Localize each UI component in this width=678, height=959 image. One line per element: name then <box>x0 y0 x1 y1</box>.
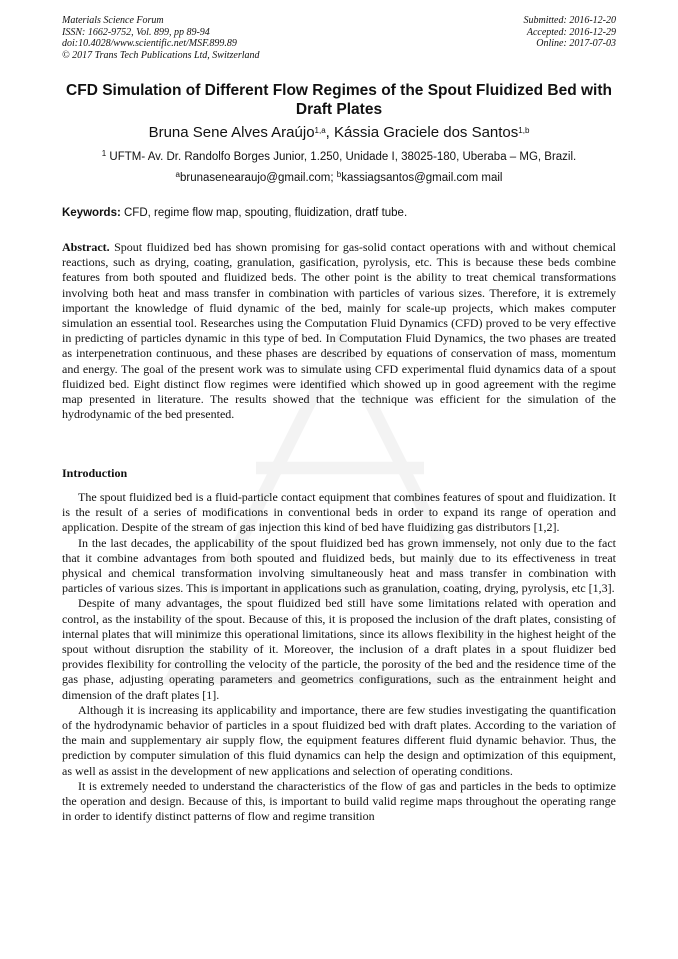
email-address: kassiagsantos@gmail.com mail <box>341 172 503 184</box>
issn-line: ISSN: 1662-9752, Vol. 899, pp 89-94 <box>62 26 210 38</box>
publication-dates <box>524 15 617 50</box>
accepted-date: Accepted: 2016-12-29 <box>526 26 616 38</box>
body-paragraph: Although it is increasing its applicability and importance, there are few studies investigating the quantification of the hydrodynamic behavior of particles in a spout fluidized bed with draft plates. According to the variation of the main and supplementary air supply flow, the equipment features different fluid dynamic behavior. Thus, the prediction by computer simulation of this fluid dynamics can help the design and optimization of this equipment, as well as assist in the development of new applications and selection of operating conditions. <box>62 702 616 778</box>
email-mark: b <box>336 170 342 179</box>
author-emails <box>62 171 616 185</box>
section-heading-introduction: Introduction <box>62 466 128 480</box>
affiliation-mark: 1 <box>101 149 107 158</box>
body-paragraph: The spout fluidized bed is a fluid-particle contact equipment that combines features of spout and fluidization. It is the result of a series of modifications in conventional beds in order to expand its range of operation and application. Despite of the stream of gas injection this kind of bed have fluidizing gas distributors [1,2]. <box>62 490 616 535</box>
body-paragraph: Despite of many advantages, the spout fluidized bed still have some limitations related with operation and control, as the instability of the spout. Because of this, it is proposed the inclusion of the draft plates, consisting of internal plates that will minimize this operational limitations, since its allows flexibility in the highest height of the spout without disruption the stability of it. Moreover, the inclusion of a draft plates in a spout fluidizer bed provides flexibility for controlling the velocity of the particle, the porosity of the bed and the residence time of the gas phase, adjusting operating parameters and geometrics configurations, such as the entrainment height and dimension of the draft plates [1]. <box>62 596 616 702</box>
author-affiliation-mark: 1,b <box>518 126 530 135</box>
email-mark: a <box>175 170 180 179</box>
introduction-section <box>62 490 616 824</box>
author-affiliation-mark: 1,a <box>314 126 326 135</box>
author-separator: , <box>325 124 335 141</box>
journal-info <box>62 15 260 61</box>
keywords-label: Keywords: <box>62 207 121 219</box>
keywords-text: CFD, regime flow map, spouting, fluidization, dratf tube. <box>120 207 408 219</box>
keywords <box>62 206 616 220</box>
submitted-date: Submitted: 2016-12-20 <box>523 15 616 26</box>
author-list <box>62 124 616 142</box>
doi-line: doi:10.4028/www.scientific.net/MSF.899.89 <box>62 38 237 49</box>
abstract <box>62 240 616 422</box>
body-paragraph: It is extremely needed to understand the characteristics of the flow of gas and particles in the beds to optimize the operation and design. Because of this, is important to build valid regime maps throughout the operating range in order to identify distinct patterns of flow and regime transition <box>62 778 616 824</box>
author-name: Kássia Graciele dos Santos <box>334 124 519 141</box>
online-date: Online: 2017-07-03 <box>536 38 616 49</box>
paper-title: CFD Simulation of Different Flow Regimes of the Spout Fluidized Bed with Draft Plates <box>66 82 612 118</box>
copyright-line: © 2017 Trans Tech Publications Ltd, Switzerland <box>62 49 260 61</box>
journal-name: Materials Science Forum <box>62 15 164 26</box>
body-paragraph: In the last decades, the applicability of the spout fluidized bed has grown immensely, not only due to the fact that it combine advantages from both spouted and fluidized beds, but mainly due to its effectiveness in treat physical and chemical transformation involving simultaneously heat and mass transfer in combination with particles of various sizes. This is important in applications such as granulation, coating, drying, pyrolysis, etc [1,3]. <box>62 535 616 596</box>
abstract-label: Abstract. <box>62 240 110 254</box>
abstract-paragraph <box>62 240 616 422</box>
email-address: brunasenearaujo@gmail.com; <box>179 172 337 184</box>
author-name: Bruna Sene Alves Araújo <box>148 124 315 141</box>
affiliation-text: UFTM- Av. Dr. Randolfo Borges Junior, 1.250, Unidade I, 38025-180, Uberaba – MG, Brazil. <box>106 151 577 163</box>
affiliation <box>62 150 616 164</box>
abstract-text: Spout fluidized bed has shown promising for gas-solid contact operations with and without chemical reactions, such as drying, coating, granulation, gasification, pyrolysis, etc. This is because these beds combine features from both spouted and fluidized beds. The other point is the ability to treat chemical transformations involving both heat and mass transfer in combination with particles of various sizes. Therefore, it is extremely important the knowledge of fluid dynamic of the bed, mainly for scale-up projects, which makes computer simulation an essential tool. Researches using the Computation Fluid Dynamics (CFD) proved to be very effective in predicting of particles dynamic in this type of bed. In Computation Fluid Dynamics, the two phases are treated as interpenetration continuous, and these phases are described by equations of conservation of mass, momentum and energy. The goal of the present work was to simulate using CFD experimental fluid dynamics data of a spout fluidized bed. Eight distinct flow regimes were identified which showed up in good agreement with the regime map presented in literature. The results showed that the technique was efficient for the simulation of the hydrodynamic of the bed presented. <box>62 240 616 422</box>
